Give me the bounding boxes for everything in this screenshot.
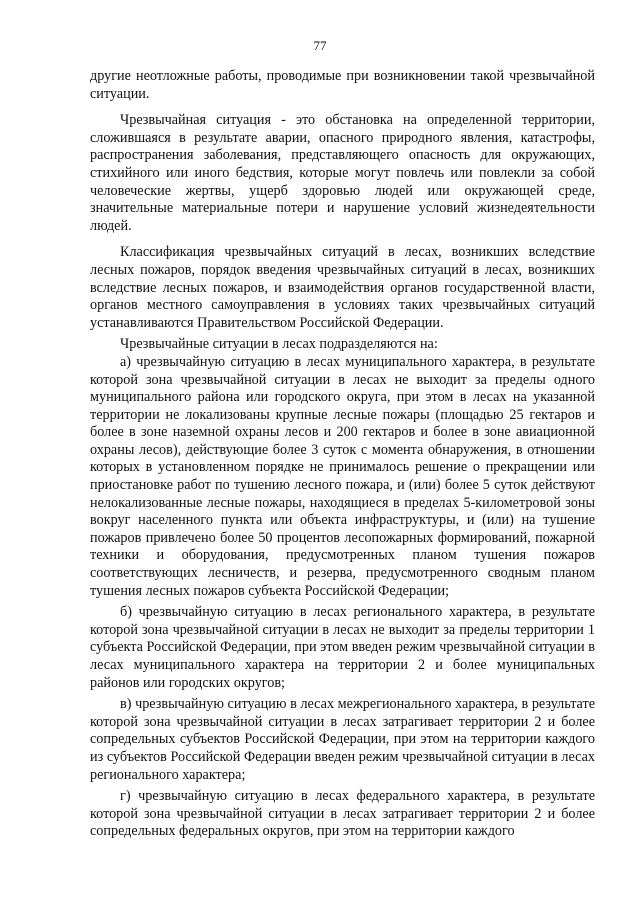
paragraph-continuation: другие неотложные работы, проводимые при возникновении такой чрезвычайной ситуации. (90, 68, 595, 102)
paragraph-item-g: г) чрезвычайную ситуацию в лесах федерального характера, в результате которой зона чрезвычайной ситуации в лесах затрагивает территории 2 и более сопредельных федеральных округов, при этом на территории каждого (90, 788, 595, 840)
page-body (90, 68, 595, 841)
paragraph-subdivision-intro: Чрезвычайные ситуации в лесах подразделяются на: (120, 336, 438, 353)
paragraph-classification: Классификация чрезвычайных ситуаций в лесах, возникших вследствие лесных пожаров, порядок введения чрезвычайных ситуаций в лесах, возникших вследствие лесных пожаров, и взаимодействия органов государственной власти, органов местного самоуправления в условиях таких чрезвычайных ситуаций устанавливаются Правительством Российской Федерации. (90, 244, 595, 331)
paragraph-item-a: а) чрезвычайную ситуацию в лесах муниципального характера, в результате которой зона чрезвычайной ситуации в лесах не выходит за пределы одного муниципального района или городского округа, при этом в лесах на указанной территории не локализованы крупные лесные пожары (площадью 25 гектаров и более в зоне наземной охраны лесов и 200 гектаров и более в зоне авиационной охраны лесов), действующие более 3 суток с момента обнаружения, в отношении которых в установленном порядке не принималось решение о прекращении или приостановке работ по тушению лесного пожара, и (или) более 5 суток действуют нелокализованные лесные пожары, находящиеся в пределах 5-километровой зоны вокруг населенного пункта или объекта инфраструктуры, и (или) на тушение пожаров привлечено более 50 процентов лесопожарных формирований, пожарной техники и оборудования, предусмотренных планом тушения пожаров соответствующих лесничеств, и резерва, предусмотренного сводным планом тушения лесных пожаров субъекта Российской Федерации; (90, 353, 595, 599)
page-number: 77 (313, 38, 327, 53)
paragraph-item-b: б) чрезвычайную ситуацию в лесах регионального характера, в результате которой зона чрезвычайной ситуации в лесах не выходит за пределы территории 1 субъекта Российской Федерации, при этом введен режим чрезвычайной ситуации в лесах муниципального характера на территории 2 и более муниципальных районов или городских округов; (90, 604, 595, 691)
paragraph-emergency-definition: Чрезвычайная ситуация - это обстановка на определенной территории, сложившаяся в результате аварии, опасного природного явления, катастрофы, распространения заболевания, представляющего опасность для окружающих, стихийного или иного бедствия, которые могут повлечь или повлекли за собой человеческие жертвы, ущерб здоровью людей или окружающей среде, значительные материальные потери и нарушение условий жизнедеятельности людей. (90, 112, 595, 234)
paragraph-item-v: в) чрезвычайную ситуацию в лесах межрегионального характера, в результате которой зона чрезвычайной ситуации в лесах затрагивает территории 2 и более сопредельных субъектов Российской Федерации, при этом на территории каждого из субъектов Российской Федерации введен режим чрезвычайной ситуации в лесах регионального характера; (90, 696, 595, 783)
